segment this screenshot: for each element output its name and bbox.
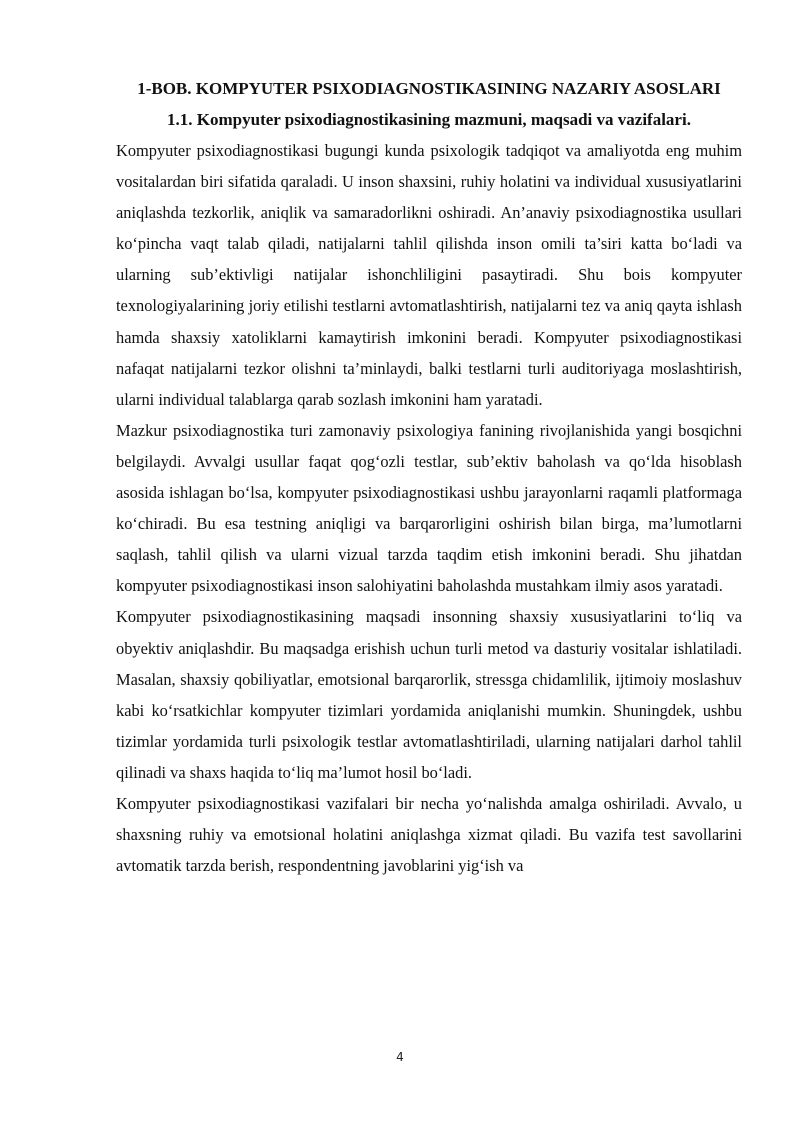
section-title: 1.1. Kompyuter psixodiagnostikasining mazmuni, maqsadi va vazifalari.	[167, 110, 691, 129]
paragraph-3: Kompyuter psixodiagnostikasining maqsadi insonning shaxsiy xususiyatlarini to‘liq va obyektiv aniqlashdir. Bu maqsadga erishish uchun turli metod va dasturiy vositalar ishlatiladi. Masalan, shaxsiy qobiliyatlar, emotsional barqarorlik, stressga chidamlilik, ijtimoiy moslashuv kabi ko‘rsatkichlar kompyuter tizimlari yordamida aniqlanishi mumkin. Shuningdek, ushbu tizimlar yordamida turli psixologik testlar avtomatlashtiriladi, ularning natijalari darhol tahlil qilinadi va shaxs haqida to‘liq ma’lumot hosil bo‘ladi.	[116, 607, 742, 782]
paragraph-2: Mazkur psixodiagnostika turi zamonaviy psixologiya fanining rivojlanishida yangi bosqichni belgilaydi. Avvalgi usullar faqat qog‘ozli testlar, sub’ektiv baholash va qo‘lda hisoblash asosida ishlagan bo‘lsa, kompyuter psixodiagnostikasi ushbu jarayonlarni raqamli platformaga ko‘chiradi. Bu esa testning aniqligi va barqarorligini oshirish bilan birga, ma’lumotlarni saqlash, tahlil qilish va ularni vizual tarzda taqdim etish imkonini beradi. Shu jihatdan kompyuter psixodiagnostikasi inson salohiyatini baholashda mustahkam ilmiy asos yaratadi.	[116, 420, 742, 596]
chapter-title: 1-BOB. KOMPYUTER PSIXODIAGNOSTIKASINING NAZARIY ASOSLARI	[137, 79, 721, 98]
page-number: 4	[396, 1050, 404, 1064]
paragraph-1: Kompyuter psixodiagnostikasi bugungi kunda psixologik tadqiqot va amaliyotda eng muhim vositalardan biri sifatida qaraladi. U inson shaxsini, ruhiy holatini va individual xususiyatlarini aniqlashda tezkorlik, aniqlik va samaradorlikni oshiradi. An’anaviy psixodiagnostika usullari ko‘pincha vaqt talab qiladi, natijalarni tahlil qilishda inson omili ta’siri katta bo‘ladi va ularning sub’ektivligi natijalar ishonchliligini pasaytiradi. Shu bois kompyuter texnologiyalarining joriy etilishi testlarni avtomatlashtirish, natijalarni tez va aniq qayta ishlash hamda shaxsiy xatoliklarni kamaytirish imkonini beradi. Kompyuter psixodiagnostikasi nafaqat natijalarni tezkor olishni ta’minlaydi, balki testlarni turli auditoriyaga moslashtirish, ularni individual talablarga qarab sozlash imkonini ham yaratadi.	[116, 141, 742, 409]
paragraph-4: Kompyuter psixodiagnostikasi vazifalari bir necha yo‘nalishda amalga oshiriladi. Avvalo, u shaxsning ruhiy va emotsional holatini aniqlashga xizmat qiladi. Bu vazifa test savollarini avtomatik tarzda berish, respondentning javoblarini yig‘ish va	[116, 793, 742, 876]
page-content	[116, 73, 742, 881]
